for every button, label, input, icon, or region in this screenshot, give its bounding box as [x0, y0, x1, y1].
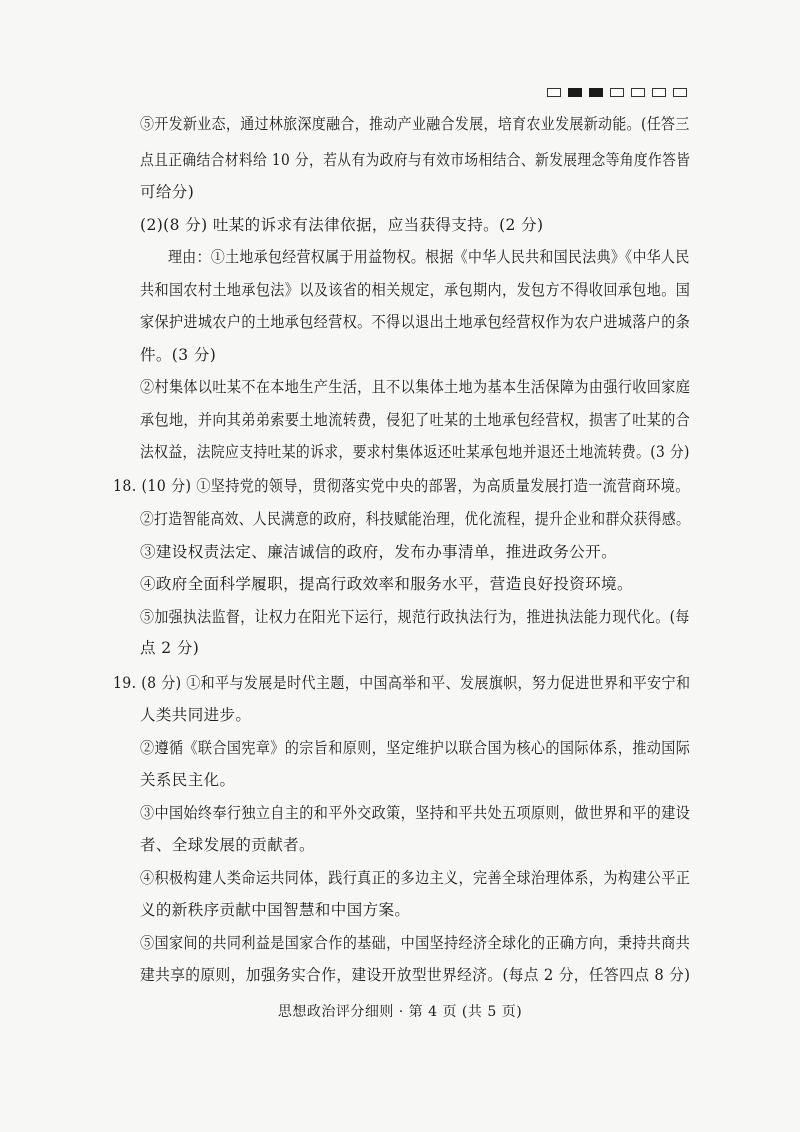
- page-footer: 思想政治评分细则 · 第 4 页 (共 5 页): [277, 1004, 523, 1020]
- text-line: ④政府全面科学履职，提高行政效率和服务水平，营造良好投资环境。: [140, 575, 633, 593]
- text-line: ②村集体以吐某不在本地生产生活，且不以集体土地为基本生活保障为由强行收回家庭: [140, 378, 691, 396]
- text-line: (2)(8 分) 吐某的诉求有法律依据，应当获得支持。(2 分): [140, 216, 544, 234]
- page-mark: [673, 88, 687, 97]
- page-mark: [631, 88, 645, 97]
- question-18: 18. (10 分) ①坚持党的领导，贯彻落实党中央的部署，为高质量发展打造一流营商环境。: [113, 477, 690, 495]
- text-line: 关系民主化。: [140, 771, 236, 789]
- text-line: 义的新秩序贡献中国智慧和中国方案。: [140, 901, 411, 919]
- text-line: 点 2 分): [140, 639, 200, 657]
- text-line: 家保护进城农户的土地承包经营权。不得以退出土地承包经营权作为农户进城落户的条: [140, 313, 691, 331]
- page-mark: [547, 88, 561, 97]
- text-line: 者、全球发展的贡献者。: [140, 836, 315, 854]
- text-line: ③中国始终奉行独立自主的和平外交政策，坚持和平共处五项原则，做世界和平的建设: [140, 804, 691, 822]
- page-mark: [652, 88, 666, 97]
- text-line: ⑤加强执法监督，让权力在阳光下运行，规范行政执法行为，推进执法能力现代化。(每: [140, 608, 690, 626]
- question-19: 19. (8 分) ①和平与发展是时代主题，中国高举和平、发展旗帜，努力促进世界和平安宁和: [113, 674, 691, 692]
- text-line: ③建设权责法定、廉洁诚信的政府，发布办事清单，推进政务公开。: [140, 543, 618, 561]
- text-line: 共和国农村土地承包法》以及该省的相关规定，承包期内，发包方不得收回承包地。国: [140, 281, 691, 299]
- text-line: 点且正确结合材料给 10 分，若从有为政府与有效市场相结合、新发展理念等角度作答皆: [140, 151, 691, 169]
- page-indicator: [547, 88, 687, 97]
- page-mark: [610, 88, 624, 97]
- text-line: ⑤开发新业态，通过林旅深度融合，推动产业融合发展，培育农业发展新动能。(任答三: [140, 115, 690, 133]
- text-line: 法权益，法院应支持吐某的诉求，要求村集体返还吐某承包地并退还土地流转费。(3 分): [140, 443, 690, 461]
- text-line: 承包地，并向其弟弟索要土地流转费，侵犯了吐某的土地承包经营权，损害了吐某的合: [140, 411, 691, 429]
- text-line: ②打造智能高效、人民满意的政府，科技赋能治理，优化流程，提升企业和群众获得感。: [140, 510, 691, 528]
- text-line: ②遵循《联合国宪章》的宗旨和原则，坚定维护以联合国为核心的国际体系，推动国际: [140, 739, 691, 757]
- text-line: 件。(3 分): [140, 346, 217, 364]
- page-mark-filled: [568, 88, 582, 97]
- text-line: 理由：①土地承包经营权属于用益物权。根据《中华人民共和国民法典》《中华人民: [168, 248, 690, 266]
- text-line: 可给分): [140, 183, 195, 201]
- text-line: ⑤国家间的共同利益是国家合作的基础，中国坚持经济全球化的正确方向，秉持共商共: [140, 934, 691, 952]
- text-line: 建共享的原则，加强务实合作，建设开放型世界经济。(每点 2 分，任答四点 8 分): [140, 966, 691, 984]
- text-line: ④积极构建人类命运共同体，践行真正的多边主义，完善全球治理体系，为构建公平正: [140, 869, 691, 887]
- text-line: 人类共同进步。: [140, 706, 252, 724]
- page-mark-filled: [589, 88, 603, 97]
